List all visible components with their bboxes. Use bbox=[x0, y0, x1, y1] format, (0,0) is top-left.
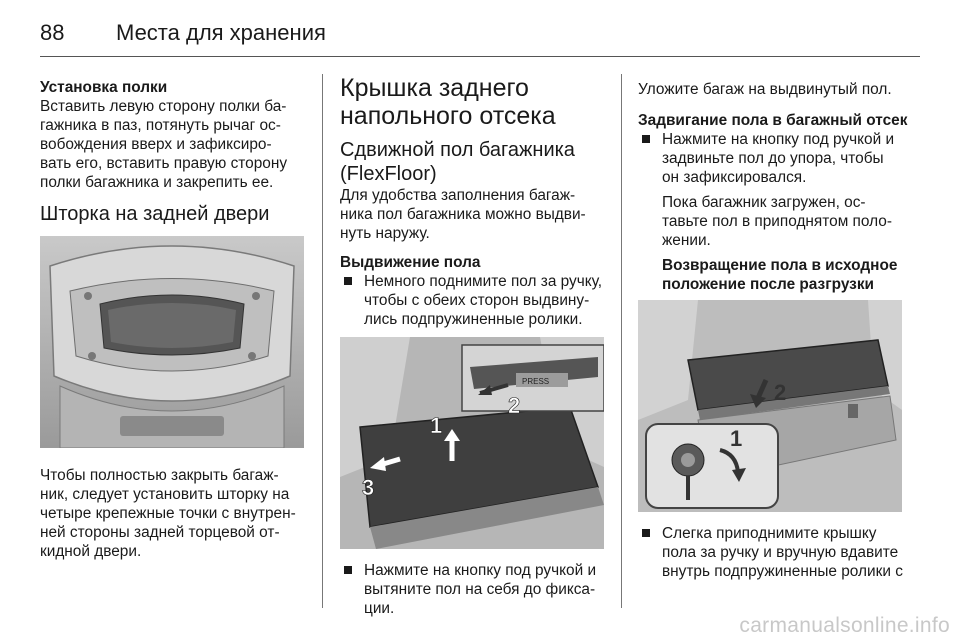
bullet-square-icon bbox=[344, 277, 352, 285]
text-line: Для удобства заполнения багаж- bbox=[340, 187, 576, 204]
text-line: ник, следует установить шторку на bbox=[40, 486, 290, 503]
text-line: внутрь подпружиненные ролики с bbox=[662, 563, 903, 580]
floor-extend-illustration bbox=[340, 337, 604, 549]
page-title: Места для хранения bbox=[116, 20, 326, 45]
figure-number-2: 2 bbox=[774, 380, 787, 405]
shelf-paragraph bbox=[40, 97, 308, 192]
return-heading bbox=[638, 256, 920, 294]
text-line: он зафиксировался. bbox=[662, 169, 807, 186]
figure-number-1: 1 bbox=[430, 413, 443, 438]
text-line: Вставить левую сторону полки ба- bbox=[40, 98, 287, 115]
text-line: пола за ручку и вручную вдавите bbox=[662, 544, 899, 561]
heading-line: напольного отсека bbox=[340, 102, 556, 130]
cover-heading: Шторка на задней двери bbox=[40, 203, 270, 225]
text-line: четыре крепежные точки с внутрен- bbox=[40, 505, 296, 522]
heading-line: Возвращение пола в исходное bbox=[662, 257, 898, 274]
text-line: жении. bbox=[662, 232, 711, 249]
heading-line: положение после разгрузки bbox=[662, 276, 874, 293]
text-line: Пока багажник загружен, ос- bbox=[662, 194, 866, 211]
pull-bullet bbox=[340, 561, 606, 618]
text-line: ции. bbox=[364, 600, 395, 617]
flexfloor-heading bbox=[340, 138, 606, 186]
text-line: нуть наружу. bbox=[340, 225, 430, 242]
text-line: Нажмите на кнопку под ручкой и bbox=[662, 131, 895, 148]
watermark: carmanualsonline.info bbox=[739, 614, 950, 637]
column-middle bbox=[340, 74, 606, 618]
figure-number-3: 3 bbox=[362, 475, 375, 500]
column-right bbox=[638, 80, 920, 581]
column-left bbox=[40, 78, 308, 561]
bullet-square-icon bbox=[642, 135, 650, 143]
extend-heading: Выдвижение пола bbox=[340, 254, 481, 271]
extend-bullet bbox=[340, 272, 606, 329]
heading-line: Сдвижной пол багажника bbox=[340, 139, 575, 161]
heading-line: Крышка заднего bbox=[340, 74, 529, 102]
column-divider bbox=[322, 74, 323, 608]
text-line: задвиньте пол до упора, чтобы bbox=[662, 150, 884, 167]
figure-number-1: 1 bbox=[730, 426, 743, 451]
text-line: Нажмите на кнопку под ручкой и bbox=[364, 562, 597, 579]
heading-line: (FlexFloor) bbox=[340, 163, 437, 185]
text-line: полки багажника и закрепить ее. bbox=[40, 174, 274, 191]
text-line: Слегка приподнимите крышку bbox=[662, 525, 877, 542]
text-line: Чтобы полностью закрыть багаж- bbox=[40, 467, 279, 484]
page-header bbox=[40, 14, 920, 54]
intro-paragraph bbox=[340, 186, 606, 243]
header-rule bbox=[40, 56, 920, 57]
text-line: ника пол багажника можно выдви- bbox=[340, 206, 586, 223]
slide-bullet bbox=[638, 130, 920, 187]
column-divider bbox=[621, 74, 622, 608]
text-line: гажника в паз, потянуть рычаг ос- bbox=[40, 117, 281, 134]
press-label: PRESS bbox=[522, 377, 550, 386]
cover-paragraph bbox=[40, 466, 308, 561]
text-line: ней стороны задней торцевой от- bbox=[40, 524, 280, 541]
text-line: кидной двери. bbox=[40, 543, 142, 560]
floor-return-illustration bbox=[638, 300, 902, 512]
loaded-paragraph bbox=[638, 193, 920, 250]
bullet-square-icon bbox=[642, 529, 650, 537]
section-heading bbox=[340, 74, 606, 130]
figure-number-2: 2 bbox=[508, 393, 521, 418]
shelf-heading: Установка полки bbox=[40, 79, 168, 96]
page-number: 88 bbox=[40, 20, 65, 45]
luggage-line: Уложите багаж на выдвинутый пол. bbox=[638, 81, 892, 98]
text-line: Немного поднимите пол за ручку, bbox=[364, 273, 603, 290]
text-line: вобождения вверх и зафиксиро- bbox=[40, 136, 272, 153]
text-line: вытяните пол на себя до фикса- bbox=[364, 581, 596, 598]
slide-heading: Задвигание пола в багажный отсек bbox=[638, 112, 908, 129]
text-line: чтобы с обеих сторон выдвину- bbox=[364, 292, 590, 309]
text-line: лись подпружиненные ролики. bbox=[364, 311, 583, 328]
text-line: тавьте пол в приподнятом поло- bbox=[662, 213, 892, 230]
bullet-square-icon bbox=[344, 566, 352, 574]
trunk-cover-illustration bbox=[40, 236, 304, 448]
text-line: вать его, вставить правую сторону bbox=[40, 155, 288, 172]
lift-bullet bbox=[638, 524, 920, 581]
